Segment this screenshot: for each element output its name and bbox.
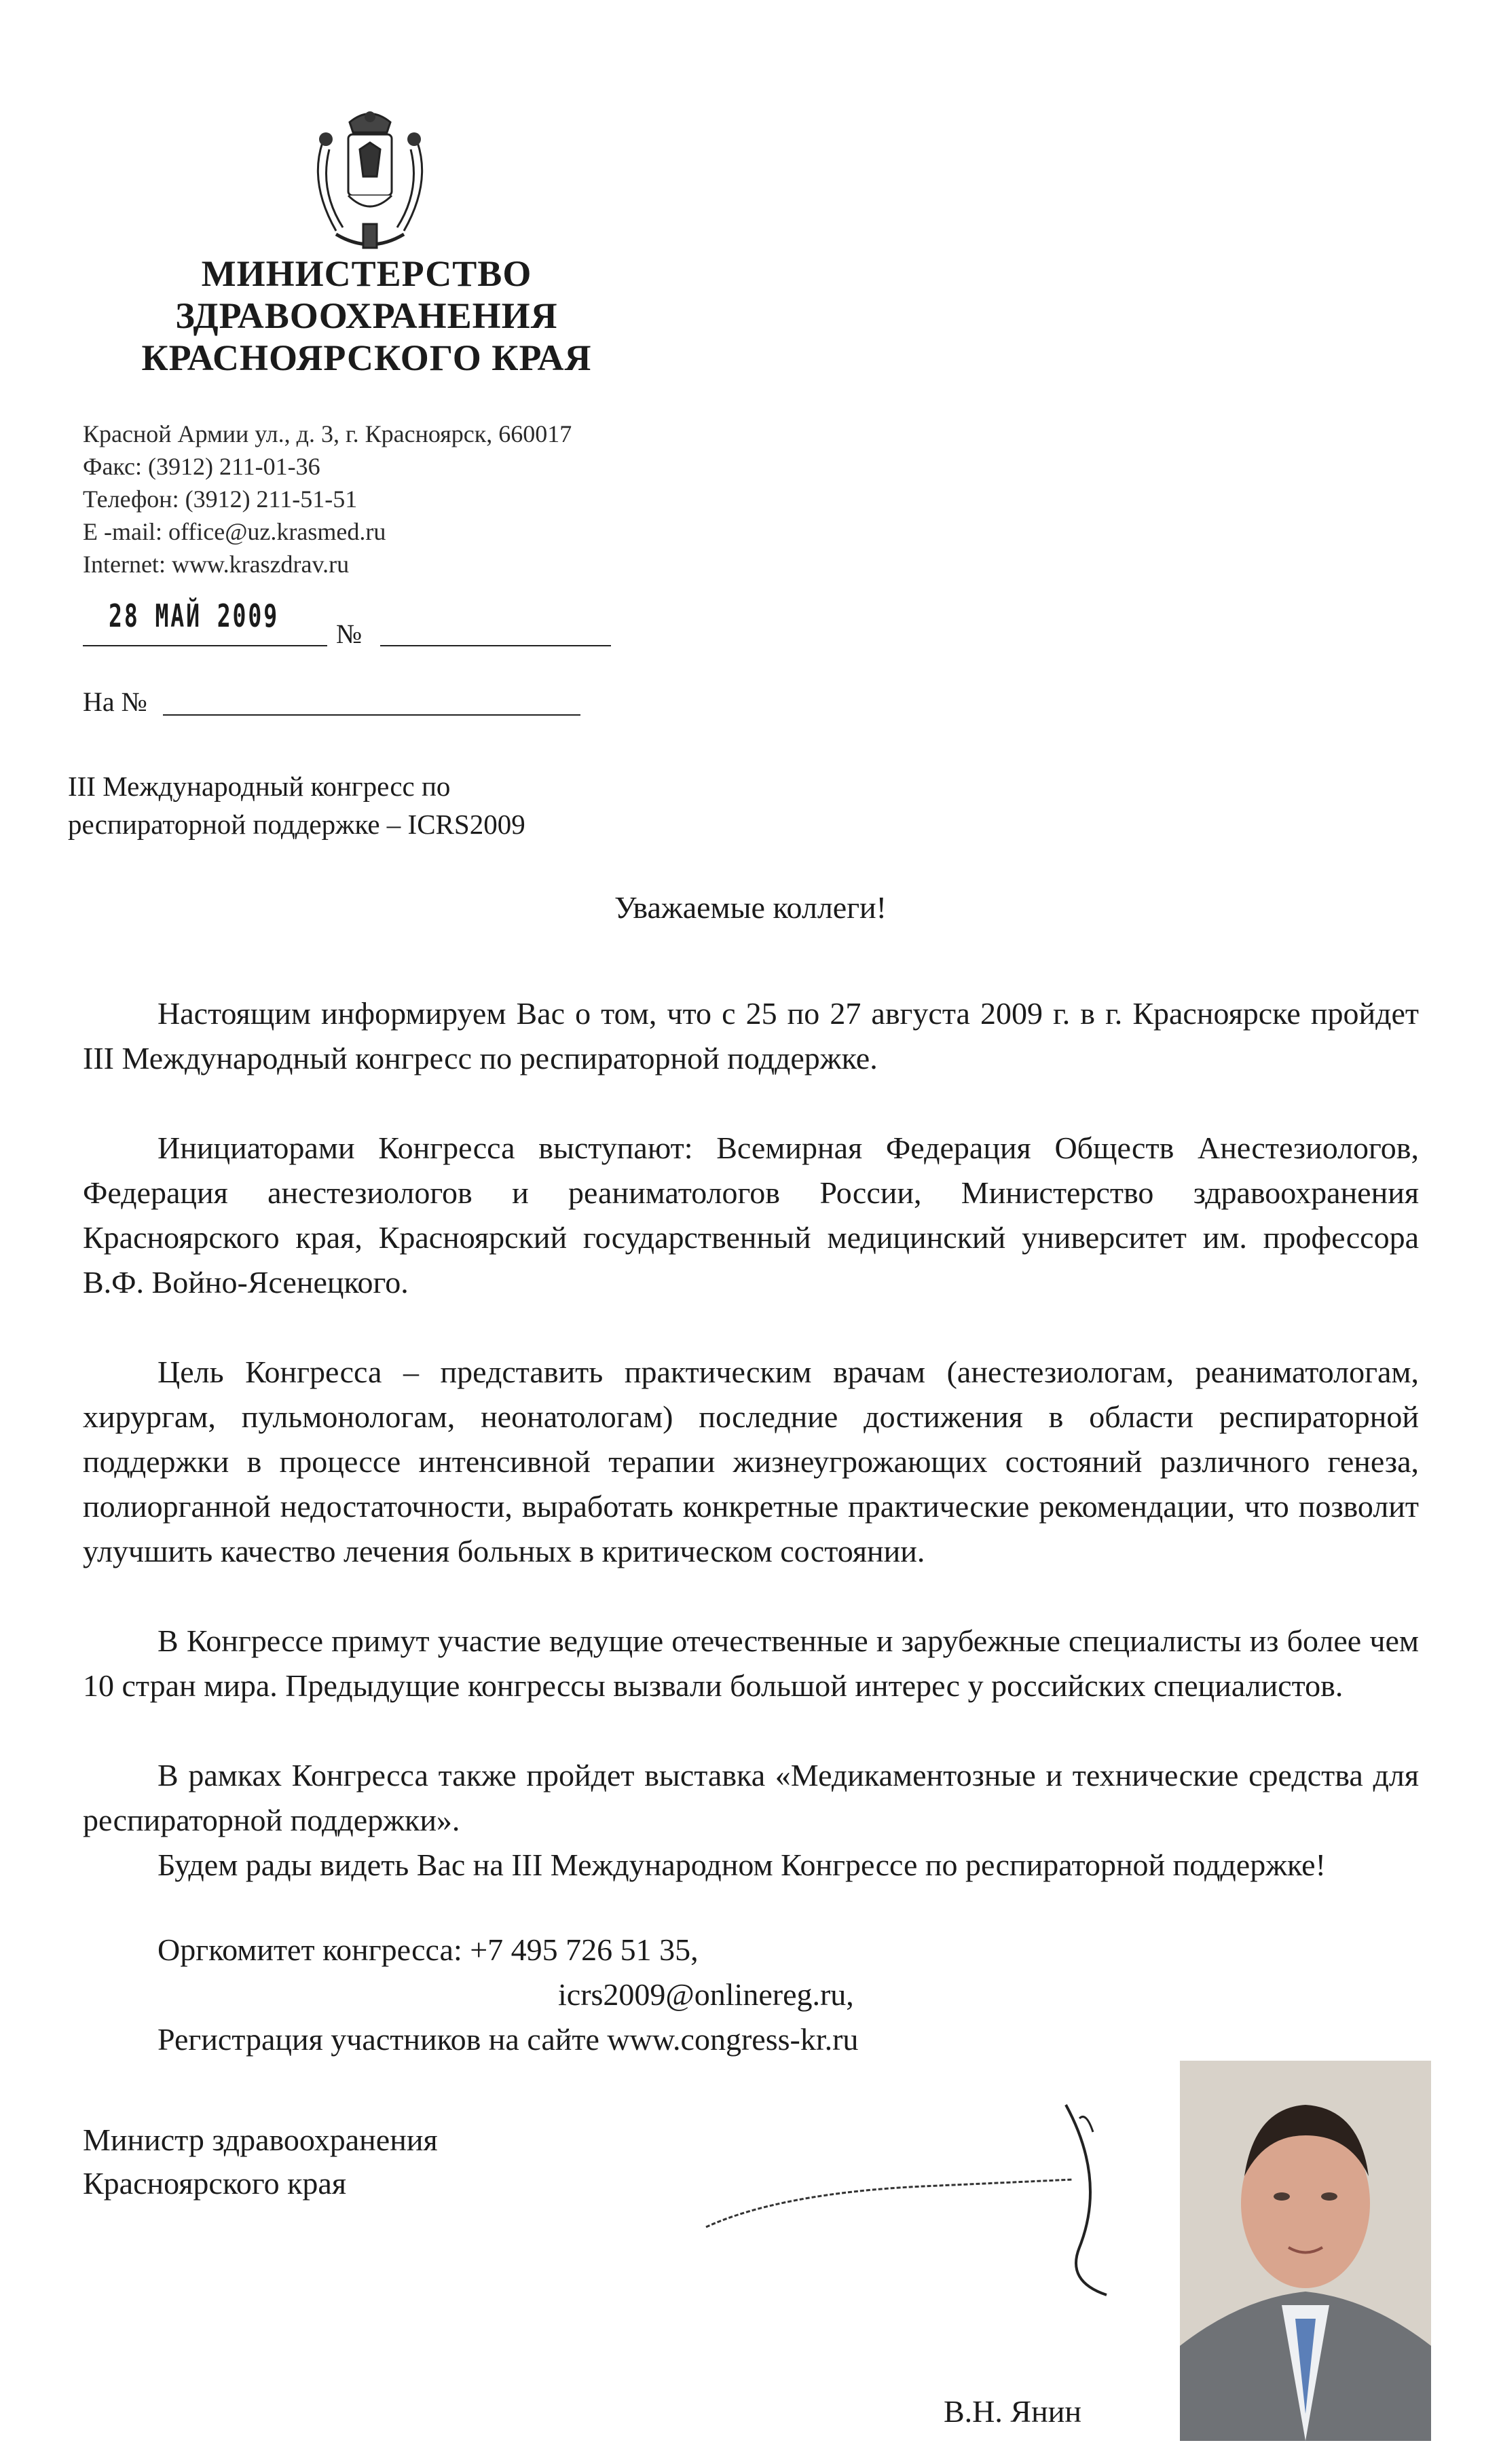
- date-underline: [83, 645, 327, 646]
- greeting: Уважаемые коллеги!: [614, 890, 887, 925]
- paragraph-4: В Конгрессе примут участие ведущие отечественные и зарубежные специалисты из более чем 10 стран мира. Предыдущие конгрессы вызвали большой интерес у российских специалистов.: [83, 1623, 1419, 1703]
- orgcom-contact: Оргкомитет конгресса: +7 495 726 51 35,: [157, 1932, 699, 1967]
- address: Красной Армии ул., д. 3, г. Красноярск, 660017: [83, 420, 572, 447]
- coat-of-arms-emblem: [295, 102, 445, 258]
- number-sign: №: [336, 619, 363, 649]
- registration-line: Регистрация участников на сайте www.congress-kr.ru: [157, 2022, 859, 2057]
- ministry-title-line-1: МИНИСТЕРСТВО: [201, 253, 532, 294]
- ministry-title-line-3: КРАСНОЯРСКОГО КРАЯ: [141, 337, 592, 378]
- paragraph-5: В рамках Конгресса также пройдет выставка «Медикаментозные и технические средства для респираторной поддержки».: [83, 1758, 1419, 1837]
- paragraph-6: Будем рады видеть Вас на III Международном Конгрессе по респираторной поддержке!: [157, 1847, 1326, 1882]
- portrait-photo: [1180, 2061, 1431, 2441]
- signer-name: В.Н. Янин: [944, 2394, 1081, 2429]
- position-line-2: Красноярского края: [83, 2166, 346, 2201]
- paragraph-1: Настоящим информируем Вас о том, что с 25 по 27 августа 2009 г. в г. Красноярске пройдет III Международный конгресс по респираторной поддержке.: [83, 996, 1419, 1075]
- website: Internet: www.kraszdrav.ru: [83, 551, 350, 578]
- email: E -mail: office@uz.krasmed.ru: [83, 518, 386, 545]
- reply-underline: [163, 714, 580, 716]
- reply-label: На №: [83, 686, 147, 717]
- subject-line-1: III Международный конгресс по: [68, 771, 451, 802]
- paragraph-3: Цель Конгресса – представить практическим врачам (анестезиологам, реаниматологам, хирургам, пульмонологам, неонатологам) последние достижения в области респираторной поддержки в процессе интенсивной терапии жизнеугрожающих состояний различного генеза, полиорганной недостаточности, выработать конкретные практические рекомендации, что позволит улучшить качество лечения больных в критическом состоянии.: [83, 1355, 1419, 1568]
- fax: Факс: (3912) 211-01-36: [83, 453, 320, 480]
- subject-line-2: респираторной поддержке – ICRS2009: [68, 809, 525, 840]
- signatory-position: [83, 2118, 438, 2205]
- number-underline: [380, 645, 611, 646]
- date-stamp: 28 МАЙ 2009: [109, 597, 280, 634]
- paragraph-2: Инициаторами Конгресса выступают: Всемирная Федерация Обществ Анестезиологов, Федерация анестезиологов и реаниматологов России, Министерство здравоохранения Красноярского края, Красноярский государственный медицинский университет им. профессора В.Ф. Войно-Ясенецкого.: [83, 1130, 1419, 1300]
- position-line-1: Министр здравоохранения: [83, 2122, 438, 2157]
- phone: Телефон: (3912) 211-51-51: [83, 485, 358, 513]
- orgcom-email: icrs2009@onlinereg.ru,: [558, 1977, 854, 2012]
- handwritten-signature: [699, 2091, 1134, 2315]
- ministry-title-line-2: ЗДРАВООХРАНЕНИЯ: [175, 295, 558, 336]
